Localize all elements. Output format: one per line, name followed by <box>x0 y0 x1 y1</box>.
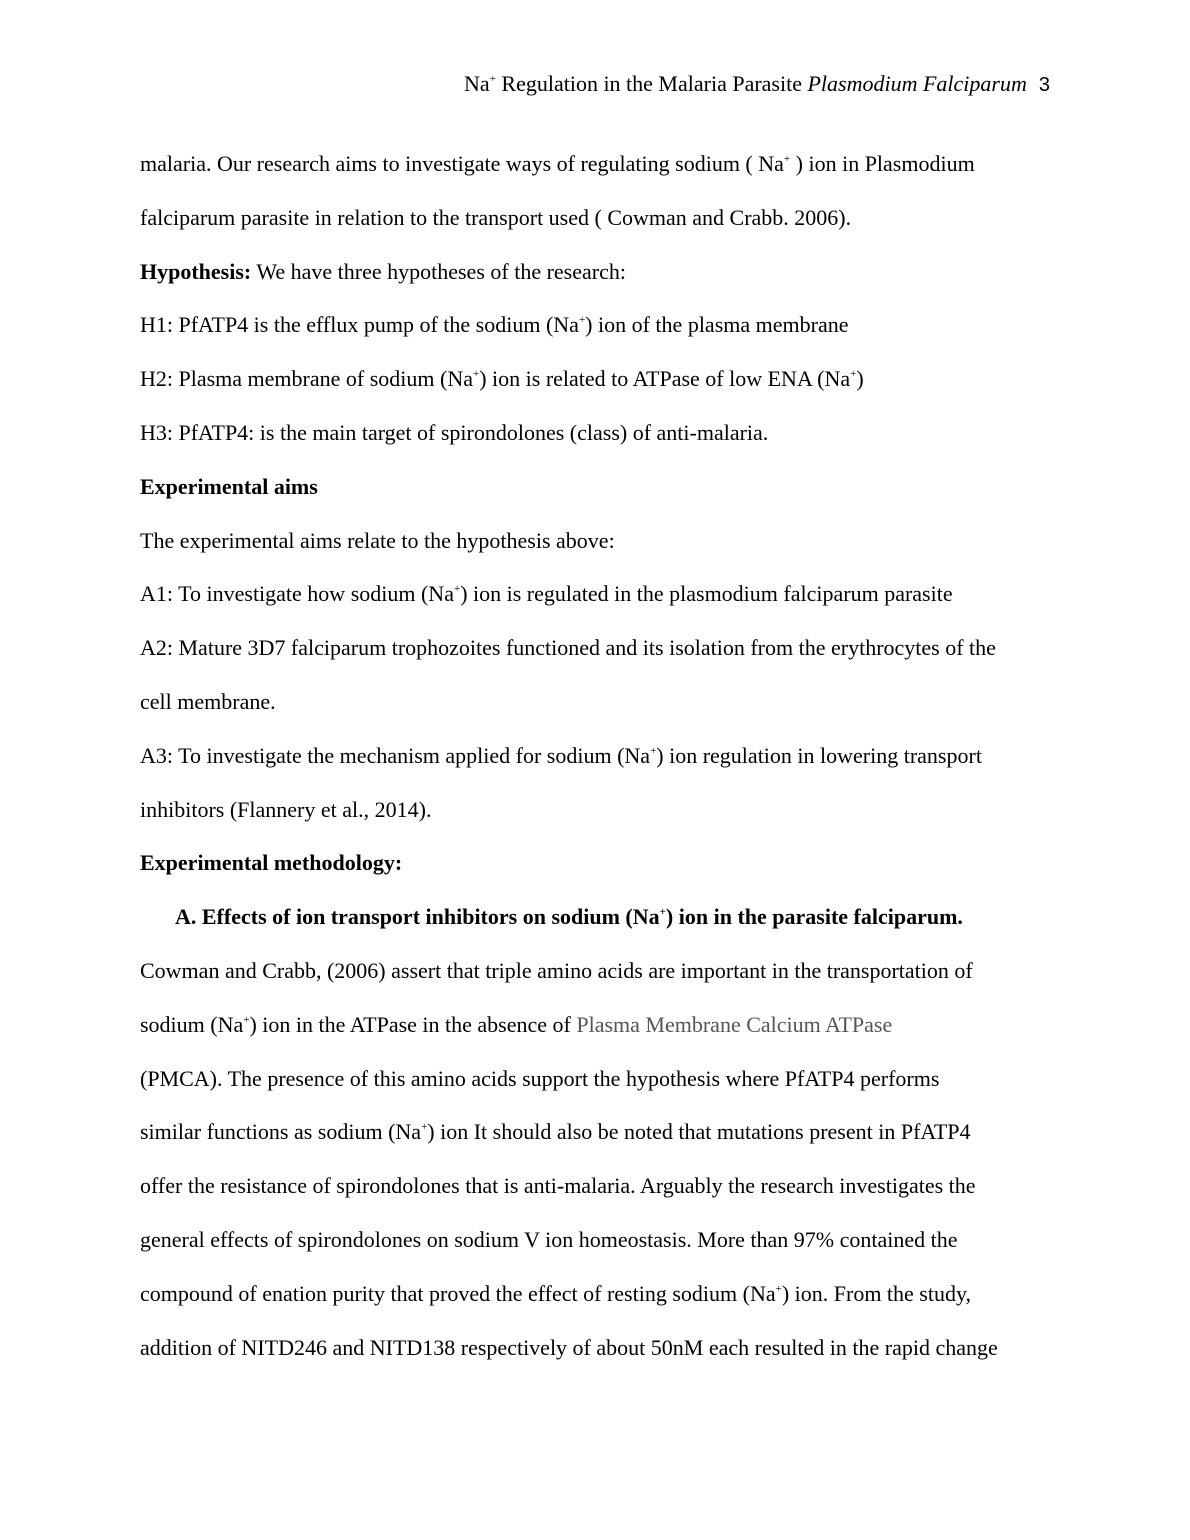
header-title: Na+ Regulation in the Malaria Parasite Plasmodium Falciparum <box>464 71 1027 96</box>
document-body <box>140 137 1060 1374</box>
paragraph-line: general effects of spirondolones on sodium V ion homeostasis. More than 97% contained the <box>140 1226 958 1252</box>
page-number: 3 <box>1038 74 1050 96</box>
hypothesis-heading: Hypothesis: We have three hypotheses of the research: <box>140 258 626 284</box>
methodology-heading: Experimental methodology: <box>140 850 403 876</box>
experimental-aims-heading: Experimental aims <box>140 473 318 499</box>
paragraph-line: (PMCA). The presence of this amino acids support the hypothesis where PfATP4 performs <box>140 1065 940 1091</box>
paragraph-line: sodium (Na+) ion in the ATPase in the absence of Plasma Membrane Calcium ATPase <box>140 1011 893 1037</box>
gray-text: Plasma Membrane Calcium ATPase <box>576 1011 893 1037</box>
aim-a3: A3: To investigate the mechanism applied for sodium (Na+) ion regulation in lowering transport <box>140 742 982 768</box>
hypothesis-h1: H1: PfATP4 is the efflux pump of the sodium (Na+) ion of the plasma membrane <box>140 312 849 338</box>
aim-a1: A1: To investigate how sodium (Na+) ion is regulated in the plasmodium falciparum parasite <box>140 581 953 607</box>
paragraph-line: falciparum parasite in relation to the transport used ( Cowman and Crabb. 2006). <box>140 204 852 230</box>
paragraph-line: similar functions as sodium (Na+) ion It should also be noted that mutations present in PfATP4 <box>140 1119 971 1145</box>
paragraph-line: compound of enation purity that proved the effect of resting sodium (Na+) ion. From the study, <box>140 1280 972 1306</box>
hypothesis-h2: H2: Plasma membrane of sodium (Na+) ion is related to ATPase of low ENA (Na+) <box>140 366 864 392</box>
hypothesis-h3: H3: PfATP4: is the main target of spirondolones (class) of anti-malaria. <box>140 419 769 445</box>
aim-a3-cont: inhibitors (Flannery et al., 2014). <box>140 796 432 822</box>
aim-a2-cont: cell membrane. <box>140 688 276 714</box>
aim-a2: A2: Mature 3D7 falciparum trophozoites functioned and its isolation from the erythrocytes of the <box>140 635 996 661</box>
running-header <box>464 68 1050 101</box>
paragraph-line: The experimental aims relate to the hypothesis above: <box>140 527 615 553</box>
paragraph-line: addition of NITD246 and NITD138 respectively of about 50nM each resulted in the rapid change <box>140 1334 998 1360</box>
paragraph-line: Cowman and Crabb, (2006) assert that triple amino acids are important in the transportation of <box>140 957 973 983</box>
methodology-subheading-a: A. Effects of ion transport inhibitors on sodium (Na+) ion in the parasite falciparum. <box>175 904 963 930</box>
paragraph-line: offer the resistance of spirondolones that is anti-malaria. Arguably the research investigates the <box>140 1173 976 1199</box>
paragraph-line: malaria. Our research aims to investigate ways of regulating sodium ( Na+ ) ion in Plasmodium <box>140 151 975 176</box>
